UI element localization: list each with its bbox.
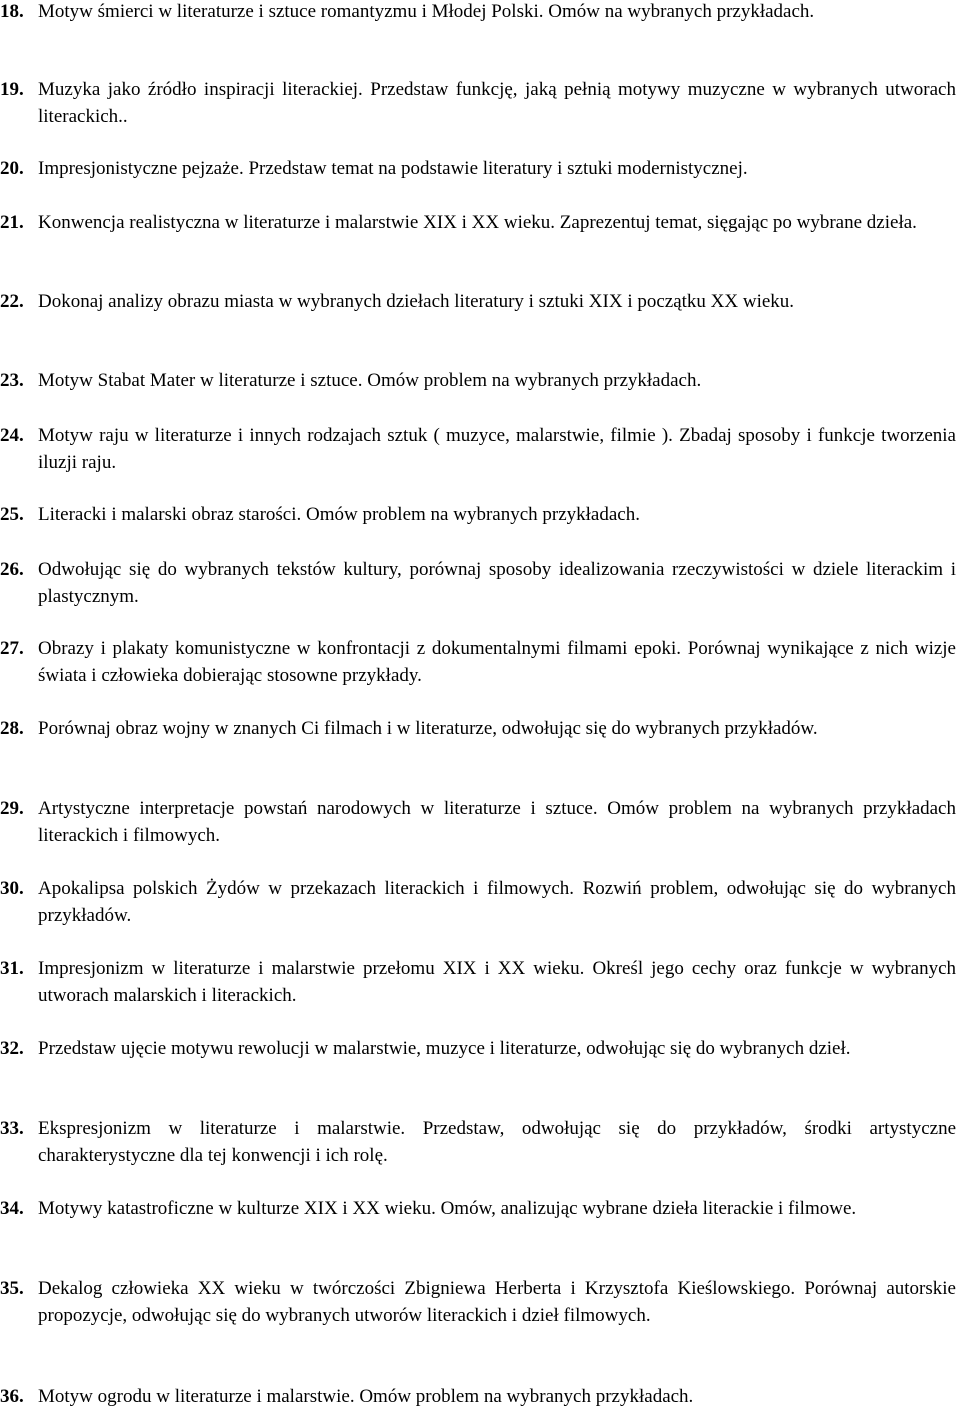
list-item-27 [0,635,956,689]
list-item-21 [0,209,956,236]
list-item-18 [0,0,956,25]
list-item-22 [0,288,956,315]
item-text: Dokonaj analizy obrazu miasta w wybranych dziełach literatury i sztuki XIX i początku XX wieku. [38,291,795,312]
item-text: Odwołując się do wybranych tekstów kultury, porównaj sposoby idealizowania rzeczywistości w dziele literackim i plastycznym. [38,559,956,607]
list-item-36 [0,1383,956,1410]
item-text: Motyw raju w literaturze i innych rodzajach sztuk ( muzyce, malarstwie, filmie ). Zbadaj sposoby i funkcje tworzenia iluzji raju. [38,425,956,473]
item-text: Apokalipsa polskich Żydów w przekazach literackich i filmowych. Rozwiń problem, odwołując się do wybranych przykładów. [38,878,956,926]
item-text: Motywy katastroficzne w kulturze XIX i XX wieku. Omów, analizując wybrane dzieła literackie i filmowe. [38,1198,857,1219]
list-item-32 [0,1035,956,1062]
item-text: Porównaj obraz wojny w znanych Ci filmach i w literaturze, odwołując się do wybranych przykładów. [38,718,818,739]
list-item-29 [0,795,956,849]
item-number: 35. [0,1278,24,1299]
list-item-24 [0,422,956,476]
item-number: 28. [0,718,24,739]
item-text: Motyw Stabat Mater w literaturze i sztuce. Omów problem na wybranych przykładach. [38,370,702,391]
list-item-23 [0,367,956,394]
list-item-34 [0,1195,956,1222]
list-item-30 [0,875,956,929]
item-number: 36. [0,1386,24,1407]
list-item-19 [0,76,956,130]
item-text: Przedstaw ujęcie motywu rewolucji w malarstwie, muzyce i literaturze, odwołując się do wybranych dzieł. [38,1038,851,1059]
item-number: 26. [0,559,24,580]
item-number: 22. [0,291,24,312]
item-number: 18. [0,1,24,22]
item-text: Ekspresjonizm w literaturze i malarstwie. Przedstaw, odwołując się do przykładów, środki artystyczne charakterystyczne dla tej konwencji i ich rolę. [38,1118,956,1166]
list-item-20 [0,155,956,182]
item-text: Literacki i malarski obraz starości. Omów problem na wybranych przykładach. [38,504,640,525]
item-number: 19. [0,79,24,100]
list-item-28 [0,715,956,742]
item-number: 30. [0,878,24,899]
list-item-26 [0,556,956,610]
item-number: 31. [0,958,24,979]
list-item-25 [0,501,956,528]
item-number: 29. [0,798,24,819]
item-text: Motyw ogrodu w literaturze i malarstwie. Omów problem na wybranych przykładach. [38,1386,694,1407]
item-text: Impresjonistyczne pejzaże. Przedstaw temat na podstawie literatury i sztuki modernistycznej. [38,158,748,179]
item-number: 27. [0,638,24,659]
item-text: Konwencja realistyczna w literaturze i malarstwie XIX i XX wieku. Zaprezentuj temat, sięgając po wybrane dzieła. [38,212,917,233]
list-item-33 [0,1115,956,1169]
item-text: Artystyczne interpretacje powstań narodowych w literaturze i sztuce. Omów problem na wybranych przykładach literackich i filmowych. [38,798,956,846]
item-number: 24. [0,425,24,446]
item-text: Impresjonizm w literaturze i malarstwie przełomu XIX i XX wieku. Określ jego cechy oraz funkcje w wybranych utworach malarskich i literackich. [38,958,956,1006]
item-text: Motyw śmierci w literaturze i sztuce romantyzmu i Młodej Polski. Omów na wybranych przykładach. [38,1,815,22]
item-text: Dekalog człowieka XX wieku w twórczości Zbigniewa Herberta i Krzysztofa Kieślowskiego. Porównaj autorskie propozycje, odwołując się do wybranych utworów literackich i dzieł filmowych. [38,1278,956,1326]
item-number: 33. [0,1118,24,1139]
list-item-31 [0,955,956,1009]
item-number: 23. [0,370,24,391]
item-text: Muzyka jako źródło inspiracji literackiej. Przedstaw funkcję, jaką pełnią motywy muzyczne w wybranych utworach literackich.. [38,79,956,127]
item-number: 25. [0,504,24,525]
item-number: 20. [0,158,24,179]
item-text: Obrazy i plakaty komunistyczne w konfrontacji z dokumentalnymi filmami epoki. Porównaj wynikające z nich wizje świata i człowieka dobierając stosowne przykłady. [38,638,956,686]
list-item-35 [0,1275,956,1329]
item-number: 21. [0,212,24,233]
item-number: 32. [0,1038,24,1059]
item-number: 34. [0,1198,24,1219]
